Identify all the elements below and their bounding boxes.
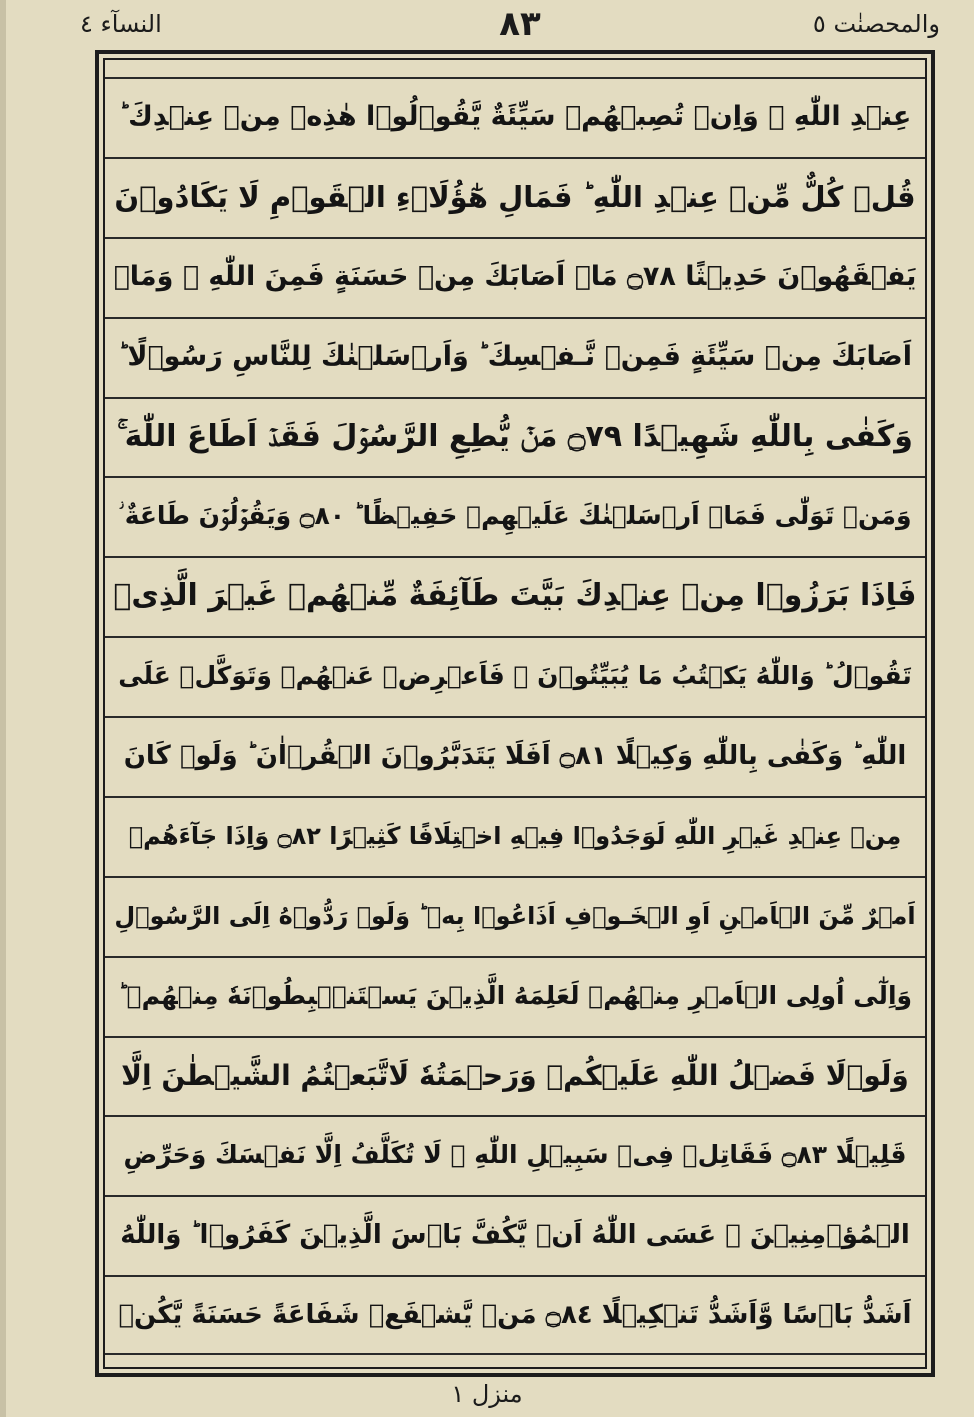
verse-line-16: اَشَدُّ بَاۡسًا وَّاَشَدُّ تَنۡكِيۡلًا ۝٨٤ مَنۡ يَّشۡفَعۡ شَفَاعَةً حَسَنَةً يَّكُنۡ <box>105 1275 925 1355</box>
verse-line-3: يَفۡقَهُوۡنَ حَدِيۡثًا ۝٧٨ مَاۤ اَصَابَكَ مِنۡ حَسَنَةٍ فَمِنَ اللّٰهِ ۚ وَمَاۤ <box>105 237 925 317</box>
page-number: ٨٣ <box>499 4 541 44</box>
verse-line-2: قُلۡ كُلٌّ مِّنۡ عِنۡدِ اللّٰهِ ؕ فَمَالِ هٰٓؤُلَاۤءِ الۡقَوۡمِ لَا يَكَادُوۡنَ <box>105 157 925 237</box>
verse-line-14: قَلِيۡلًا ۝٨٣ فَقَاتِلۡ فِىۡ سَبِيۡلِ اللّٰهِ ۚ لَا تُكَلَّفُ اِلَّا نَفۡسَكَ وَحَرِّضِ <box>105 1115 925 1195</box>
verse-line-10: مِنۡ عِنۡدِ غَيۡرِ اللّٰهِ لَوَجَدُوۡا فِيۡهِ اخۡتِلَافًا كَثِيۡرًا ۝٨٢ وَاِذَا جَآءَهُمۡ <box>105 796 925 876</box>
verse-line-5: وَكَفٰى بِاللّٰهِ شَهِيۡدًا ۝٧٩ مَنۡ يُّطِعِ الرَّسُوۡلَ فَقَدۡ اَطَاعَ اللّٰهَ ۚ <box>105 397 925 477</box>
verse-line-12: وَاِلٰٓى اُولِى الۡاَمۡرِ مِنۡهُمۡ لَعَلِمَهُ الَّذِيۡنَ يَسۡتَنۡۢبِطُوۡنَهٗ مِنۡهُمۡ ؕ <box>105 956 925 1036</box>
juz-name: والمحصنٰت ٥ <box>812 10 940 38</box>
verse-line-7: فَاِذَا بَرَزُوۡا مِنۡ عِنۡدِكَ بَيَّتَ طَآئِفَةٌ مِّنۡهُمۡ غَيۡرَ الَّذِىۡ <box>105 556 925 636</box>
surah-name: النسآء ٤ <box>80 10 162 38</box>
verse-line-9: اللّٰهِ ؕ وَكَفٰى بِاللّٰهِ وَكِيۡلًا ۝٨١ اَفَلَا يَتَدَبَّرُوۡنَ الۡقُرۡاٰنَ ؕ وَلَوۡ كَانَ <box>105 716 925 796</box>
page-header <box>80 4 940 50</box>
verse-line-15: الۡمُؤۡمِنِيۡنَ ۚ عَسَى اللّٰهُ اَنۡ يَّكُفَّ بَاۡسَ الَّذِيۡنَ كَفَرُوۡا ؕ وَاللّٰهُ <box>105 1195 925 1275</box>
verse-line-1: عِنۡدِ اللّٰهِ ۚ وَاِنۡ تُصِبۡهُمۡ سَيِّئَةٌ يَّقُوۡلُوۡا هٰذِهٖ مِنۡ عِنۡدِكَ ؕ <box>105 77 925 157</box>
manzil-marker: منزل ١ <box>451 1380 523 1408</box>
page-edge-shadow <box>0 0 6 1417</box>
verse-line-11: اَمۡرٌ مِّنَ الۡاَمۡنِ اَوِ الۡخَـوۡفِ اَذَاعُوۡا بِهٖ ؕ وَلَوۡ رَدُّوۡهُ اِلَى الرَّسُوۡلِ <box>105 876 925 956</box>
verse-line-4: اَصَابَكَ مِنۡ سَيِّئَةٍ فَمِنۡ نَّـفۡسِكَ ؕ وَاَرۡسَلۡنٰكَ لِلنَّاسِ رَسُوۡلًا ؕ <box>105 317 925 397</box>
verse-line-13: وَلَوۡلَا فَضۡلُ اللّٰهِ عَلَيۡكُمۡ وَرَحۡمَتُهٗ لَاتَّبَعۡتُمُ الشَّيۡطٰنَ اِلَّا <box>105 1036 925 1116</box>
verse-line-6: وَمَنۡ تَوَلّٰى فَمَاۤ اَرۡسَلۡنٰكَ عَلَيۡهِمۡ حَفِيۡظًا ؕ ۝٨٠ وَيَقُوۡلُوۡنَ طَاعَةٌ ؗ <box>105 476 925 556</box>
verse-lines <box>105 77 925 1355</box>
verse-line-8: تَقُوۡلُ ؕ وَاللّٰهُ يَكۡتُبُ مَا يُبَيِّتُوۡنَ ۚ فَاَعۡرِضۡ عَنۡهُمۡ وَتَوَكَّلۡ عَلَى <box>105 636 925 716</box>
